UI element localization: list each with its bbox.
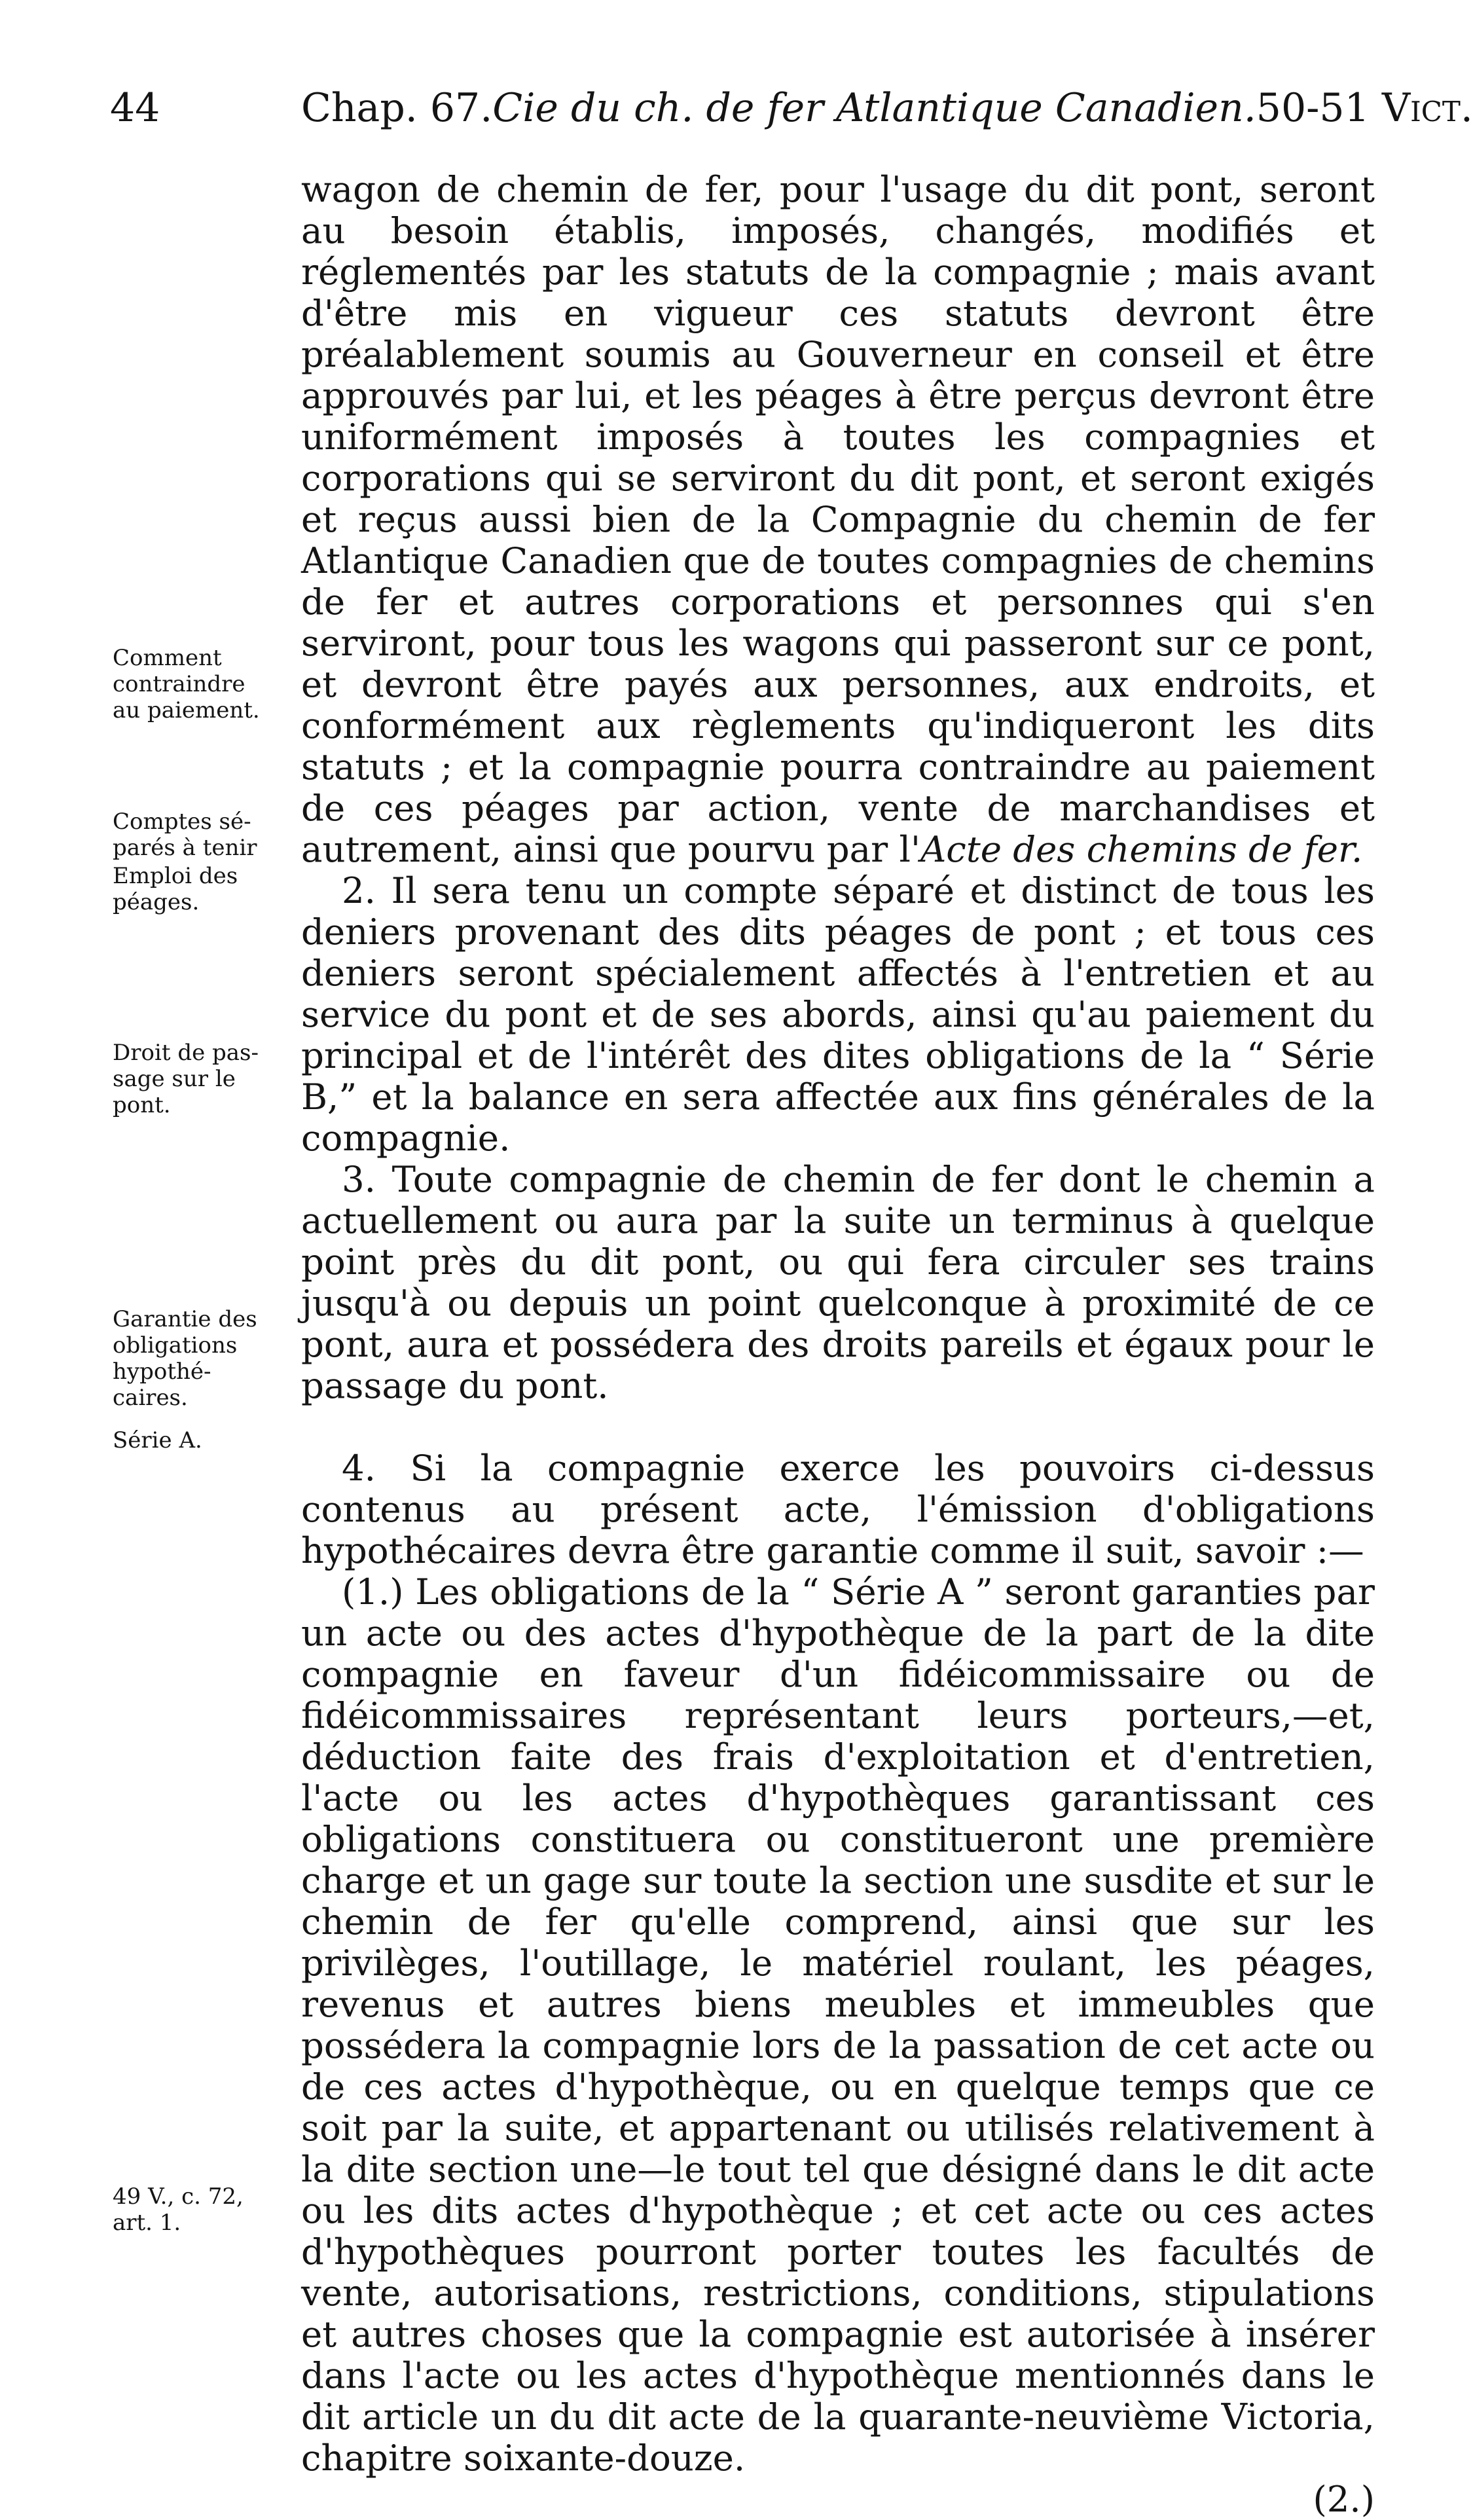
margin-note-emploi: Emploi des péages. <box>113 863 238 915</box>
paragraph-2: 2. Il sera tenu un compte séparé et distinct de tous les deniers provenant des dits péages de pont ; et tous ces deniers seront spécialement affectés à l'entretien et au service du pont et de ses abords, ainsi qu'au paiement du principal et de l'intérêt des dites obligations de la “ Série B,” et la balance en sera affectée aux fins générales de la compagnie. <box>301 869 1375 1159</box>
paragraph-serie-a: (1.) Les obligations de la “ Série A ” seront garanties par un acte ou des actes d'hypothèque de la part de la dite compagnie en faveur d'un fidéicommissaire ou de fidéicommissaires représentant leurs porteurs,—et, déduction faite des frais d'exploitation et d'entretien, l'acte ou les actes d'hypothèques garantissant ces obligations constituera ou constitueront une première charge et un gage sur toute la section une susdite et sur le chemin de fer qu'elle comprend, ainsi que sur les privilèges, l'outillage, le matériel roulant, les péages, revenus et autres biens meubles et immeubles que possédera la compagnie lors de la passation de cet acte ou de ces actes d'hypothèque, ou en quelque temps que ce soit par la suite, et appartenant ou utilisés relativement à la dite section une—le tout tel que désigné dans le dit acte ou les dits actes d'hypothèque ; et cet acte ou ces actes d'hypothèques pourront porter toutes les facultés de vente, autorisations, restrictions, conditions, stipulations et autres choses que la compagnie est autorisée à insérer dans l'acte ou les actes d'hypothèque mentionnés dans le dit article un du dit acte de la quarante-neuvième Victoria, chapitre soixante-douze. <box>301 1571 1375 2479</box>
paragraph-3: 3. Toute compagnie de chemin de fer dont le chemin a actuellement ou aura par la suite un terminus à quelque point près du dit pont, ou qui fera circuler ses trains jusqu'à ou depuis un point quelconque à proximité de ce pont, aura et possédera des droits pareils et égaux pour le passage du pont. <box>301 1158 1375 1406</box>
session-label: 50-51 Vict. <box>1256 85 1473 131</box>
margin-note-comment: Comment contraindre au paiement. <box>113 645 260 723</box>
paragraph-tolls: wagon de chemin de fer, pour l'usage du dit pont, seront au besoin établis, imposés, changés, modifiés et réglementés par les statuts de la compagnie ; mais avant d'être mis en vigueur ces statuts devront être préalablement soumis au Gouverneur en conseil et être approuvés par lui, et les péages à être perçus devront être uniformément imposés à toutes les compagnies et corporations qui se serviront du dit pont, et seront exigés et reçus aussi bien de la Compagnie du chemin de fer Atlantique Canadien que de toutes compagnies de chemins de fer et autres corporations et personnes qui s'en serviront, pour tous les wagons qui passeront sur ce pont, et devront être payés aux personnes, aux endroits, et conformément aux règlements qu'indiqueront les dits statuts ; et la compagnie pourra contraindre au paiement de ces péages par action, vente de marchandises et autrement, ainsi que pourvu par l'Acte des chemins de fer. <box>301 168 1375 870</box>
act-title: Cie du ch. de fer Atlantique Canadien. <box>492 85 1256 131</box>
margin-note-reference: 49 V., c. 72, art. 1. <box>113 2183 244 2236</box>
running-header <box>301 85 1473 131</box>
paragraph-4: 4. Si la compagnie exerce les pouvoirs ci-dessus contenus au présent acte, l'émission d'obligations hypothécaires devra être garantie comme il suit, savoir :— <box>301 1447 1375 1571</box>
act-reference: Acte des chemins de fer. <box>920 828 1363 870</box>
margin-note-garantie: Garantie des obligations hypothé- caires. <box>113 1306 257 1411</box>
margin-note-comptes: Comptes sé- parés à tenir <box>113 809 257 861</box>
body-text <box>301 169 1375 2520</box>
page-number: 44 <box>110 85 160 131</box>
catchword: (2.) <box>1313 2478 1375 2520</box>
margin-note-droit-passage: Droit de pas- sage sur le pont. <box>113 1040 259 1118</box>
chapter-label: Chap. 67. <box>301 85 493 131</box>
margin-note-serie-a: Série A. <box>113 1427 202 1453</box>
